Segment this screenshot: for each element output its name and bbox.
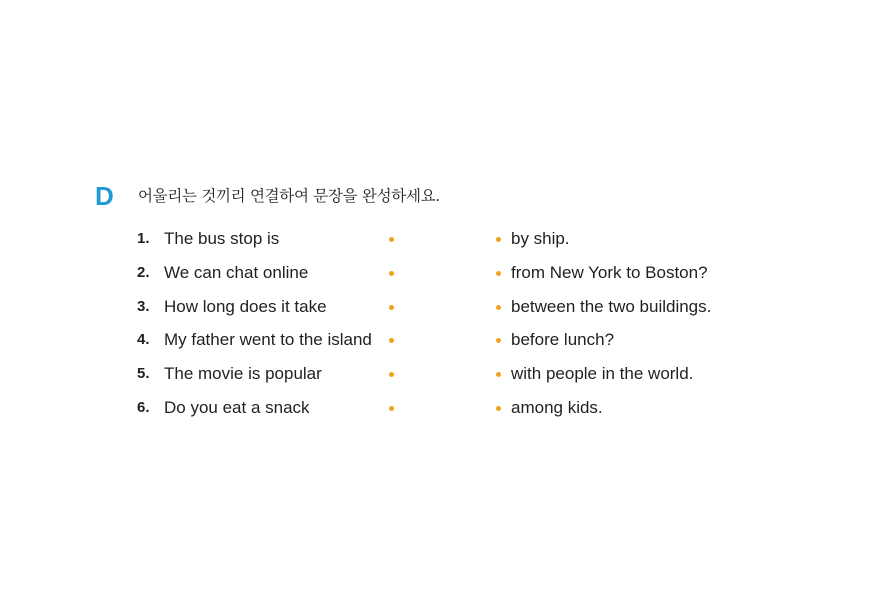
item-number: 5. [137, 365, 150, 382]
left-connector-dot[interactable] [389, 406, 394, 411]
item-number: 1. [137, 230, 150, 247]
match-row [0, 261, 873, 285]
right-connector-dot[interactable] [496, 338, 501, 343]
right-phrase: from New York to Boston? [511, 263, 708, 282]
right-phrase: by ship. [511, 229, 570, 248]
match-row [0, 295, 873, 319]
left-phrase: Do you eat a snack [164, 398, 310, 417]
left-phrase: How long does it take [164, 297, 327, 316]
right-connector-dot[interactable] [496, 372, 501, 377]
right-connector-dot[interactable] [496, 305, 501, 310]
left-connector-dot[interactable] [389, 271, 394, 276]
right-phrase: between the two buildings. [511, 297, 712, 316]
right-connector-dot[interactable] [496, 406, 501, 411]
left-connector-dot[interactable] [389, 338, 394, 343]
match-row [0, 362, 873, 386]
item-number: 6. [137, 399, 150, 416]
item-number: 3. [137, 298, 150, 315]
right-connector-dot[interactable] [496, 271, 501, 276]
right-phrase: before lunch? [511, 330, 615, 349]
left-connector-dot[interactable] [389, 305, 394, 310]
instruction-text: 어울리는 것끼리 연결하여 문장을 완성하세요. [138, 187, 440, 205]
match-row [0, 227, 873, 251]
left-phrase: We can chat online [164, 263, 309, 282]
left-connector-dot[interactable] [389, 372, 394, 377]
match-row [0, 396, 873, 420]
match-row [0, 328, 873, 352]
left-phrase: The movie is popular [164, 364, 322, 383]
right-connector-dot[interactable] [496, 237, 501, 242]
section-letter: D [95, 181, 114, 211]
item-number: 4. [137, 331, 150, 348]
right-phrase: among kids. [511, 398, 603, 417]
right-phrase: with people in the world. [511, 364, 694, 383]
left-phrase: The bus stop is [164, 229, 280, 248]
left-phrase: My father went to the island [164, 330, 372, 349]
left-connector-dot[interactable] [389, 237, 394, 242]
item-number: 2. [137, 264, 150, 281]
